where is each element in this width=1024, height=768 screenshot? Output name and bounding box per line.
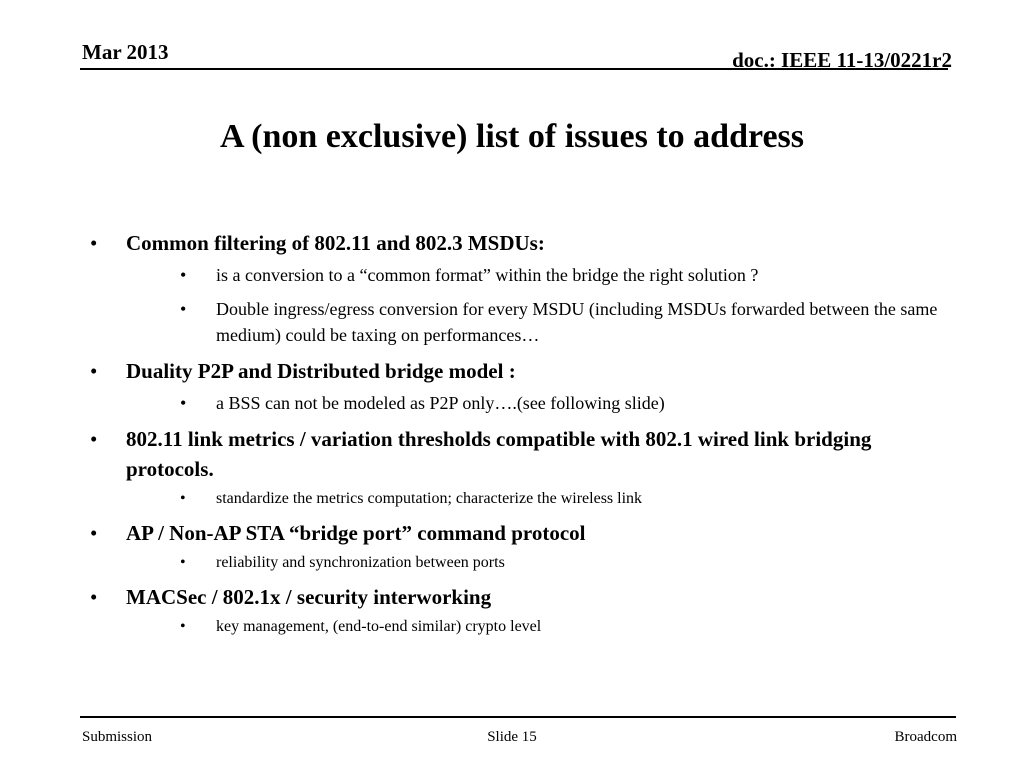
bullet-text: AP / Non-AP STA “bridge port” command protocol bbox=[126, 521, 586, 545]
bullet-icon: • bbox=[180, 618, 186, 635]
bullet-text: Common filtering of 802.11 and 802.3 MSDUs: bbox=[126, 231, 545, 255]
bullet-icon: • bbox=[180, 265, 187, 285]
footer-slide-number: Slide 15 bbox=[487, 729, 537, 745]
footer-company: Broadcom bbox=[894, 729, 957, 745]
sub-bullet-text: standardize the metrics computation; characterize the wireless link bbox=[216, 490, 643, 507]
bullet-icon: • bbox=[180, 490, 186, 507]
bullet-item bbox=[80, 518, 960, 574]
sub-bullet-item bbox=[170, 262, 960, 288]
footer-divider bbox=[80, 716, 956, 718]
bullet-text: 802.11 link metrics / variation thresholds compatible with 802.1 wired link bridging protocols. bbox=[126, 427, 872, 481]
bullet-icon: • bbox=[90, 427, 98, 451]
bullet-icon: • bbox=[90, 585, 98, 609]
sub-bullet-item bbox=[170, 296, 960, 348]
bullet-item bbox=[80, 356, 960, 416]
sub-bullet-item bbox=[170, 616, 960, 638]
sub-bullet-text: key management, (end-to-end similar) crypto level bbox=[216, 618, 542, 635]
sub-bullet-item bbox=[170, 390, 960, 416]
bullet-text: Duality P2P and Distributed bridge model : bbox=[126, 359, 516, 383]
footer-submission: Submission bbox=[82, 729, 153, 745]
sub-bullet-text: a BSS can not be modeled as P2P only….(see following slide) bbox=[216, 393, 665, 413]
bullet-item bbox=[80, 424, 960, 510]
bullet-icon: • bbox=[180, 393, 187, 413]
sub-bullet-text: is a conversion to a “common format” within the bridge the right solution ? bbox=[216, 265, 759, 285]
bullet-icon: • bbox=[180, 554, 186, 571]
bullet-icon: • bbox=[90, 231, 98, 255]
bullet-icon: • bbox=[90, 521, 98, 545]
bullet-item bbox=[80, 228, 960, 348]
sub-bullet-text: Double ingress/egress conversion for every MSDU (including MSDUs forwarded between the same medium) could be taxing on performances… bbox=[216, 299, 938, 345]
bullet-item bbox=[80, 582, 960, 638]
sub-bullet-item bbox=[170, 552, 960, 574]
bullet-text: MACSec / 802.1x / security interworking bbox=[126, 585, 492, 609]
sub-bullet-text: reliability and synchronization between ports bbox=[216, 554, 505, 571]
bullet-icon: • bbox=[90, 359, 98, 383]
slide-title: A (non exclusive) list of issues to address bbox=[219, 118, 805, 155]
header-divider bbox=[80, 68, 948, 70]
header-date: Mar 2013 bbox=[82, 40, 169, 64]
sub-bullet-item bbox=[170, 488, 960, 510]
bullet-icon: • bbox=[180, 299, 187, 319]
slide-body bbox=[80, 228, 960, 646]
header-doc-id: doc.: IEEE 11-13/0221r2 bbox=[732, 48, 952, 72]
